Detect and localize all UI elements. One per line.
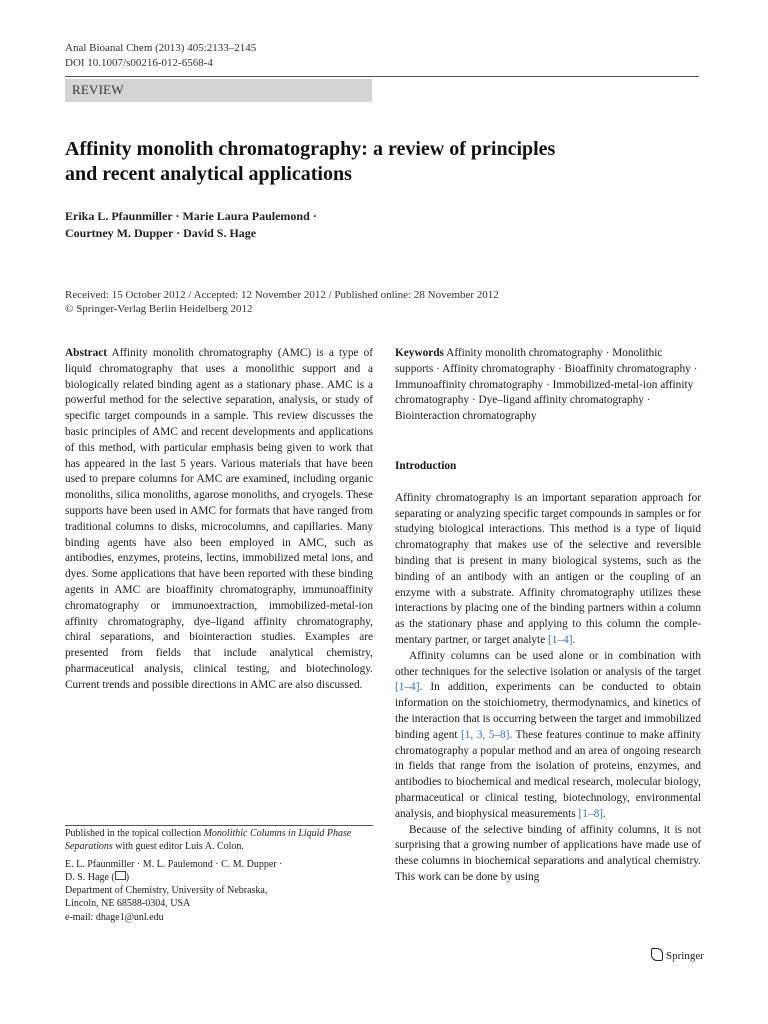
collection-title: Monolithic Columns in Liquid Phase Separations — [65, 828, 352, 853]
footnote-rule — [65, 825, 373, 826]
collection-prefix: Published in the topical collection — [65, 828, 204, 839]
intro-p1-text: Affinity chromatography is an important separation approach for separating or analyzing specific target compounds in samples or for studying biological interactions. This method is a type of liquid chromatography that makes use of the selective and reversible binding that is present in many biological systems, such as the binding of an antibody with an antigen or the coupling of an enzyme with a substrate. Affinity chromatography utilizes these interactions by placing one of the binding partners within a column as the stationary phase and applying to this column the complementary partner, or target analyte — [395, 491, 701, 646]
right-column — [395, 346, 701, 886]
section-label-band — [65, 79, 372, 102]
intro-p2-c: . These features continue to make affinity chromatography a popular method and an area of ongoing research in fields that range from the isolation of proteins, enzymes, and antibodies to biochemical and medical research, molecular biology, pharmaceutical or clinical testing, biotechnology, environmental analysis, and biophysical measurements — [395, 728, 701, 820]
footnote — [65, 827, 373, 924]
corresponding-close: ) — [125, 871, 130, 883]
corresponding-author: D. S. Hage ( — [65, 871, 115, 883]
keywords-text: Affinity monolith chromatography · Monolithic supports · Affinity chromatography · Bioaffinity chromatography · Immunoaffinity chromatography · Immobilized-metal-ion affinity chromatography · Dye–ligand affinity chromatography · Biointeraction chromatography — [395, 347, 698, 423]
citation-link[interactable]: [1–4] — [548, 633, 573, 646]
citation-link[interactable]: [1, 3, 5–8] — [461, 728, 510, 741]
intro-p2-a: Affinity columns can be used alone or in combination with other techniques for the selective isolation or analysis of the target — [395, 649, 701, 678]
publication-dates — [65, 288, 699, 316]
intro-p2-d: . — [603, 807, 606, 820]
publisher-name: Springer — [666, 950, 704, 962]
collection-suffix: with guest editor Luis A. Colon. — [112, 841, 244, 853]
section-label: REVIEW — [72, 82, 124, 97]
journal-header — [65, 41, 256, 71]
doi-line: DOI 10.1007/s00216-012-6568-4 — [65, 57, 213, 69]
intro-paragraph-3: Because of the selective binding of affinity columns, it is not surprising that a growing number of applications have made use of these columns in biochemical separations and analytical chemistry. This work can be done by using — [395, 823, 701, 883]
intro-p1-end: . — [572, 633, 576, 646]
author-list — [65, 208, 465, 242]
title-line-1: Affinity monolith chromatography: a review of principles — [65, 138, 556, 160]
journal-citation: Anal Bioanal Chem (2013) 405:2133–2145 — [65, 42, 257, 54]
affiliation-line-2: Lincoln, NE 68588-0304, USA — [65, 898, 191, 910]
authors-line-2: Courtney M. Dupper · David S. Hage — [65, 226, 257, 240]
springer-logo-icon — [651, 948, 663, 961]
citation-link[interactable]: [1–8] — [578, 807, 604, 820]
header-rule — [65, 76, 699, 77]
intro-p2-b: . In addition, experiments can be conducted to obtain information on the stoichiometry, thermodynamics, and kinetics of the interaction that is occurring between the target and immobilized binding agent — [395, 681, 701, 741]
envelope-icon — [115, 871, 126, 880]
affiliation-line-1: Department of Chemistry, University of Nebraska, — [65, 885, 268, 897]
footnote-authors-2 — [65, 871, 373, 884]
keywords-paragraph — [395, 346, 701, 425]
footnote-authors-1: E. L. Pfaunmiller · M. L. Paulemond · C. M. Dupper · — [65, 858, 283, 870]
authors-line-1: Erika L. Pfaunmiller · Marie Laura Paulemond · — [65, 209, 317, 223]
title-line-2: and recent analytical applications — [65, 163, 352, 185]
email-line[interactable]: e-mail: dhage1@unl.edu — [65, 911, 164, 923]
article-title — [65, 137, 685, 187]
abstract-label: Abstract — [65, 347, 108, 359]
copyright-line: © Springer-Verlag Berlin Heidelberg 2012 — [65, 303, 253, 315]
intro-paragraph-1 — [395, 491, 701, 649]
citation-link[interactable]: [1–4] — [395, 681, 420, 694]
introduction-heading: Introduction — [395, 459, 457, 472]
intro-paragraph-2 — [395, 649, 701, 823]
keywords-label: Keywords — [395, 347, 444, 359]
received-accepted-line: Received: 15 October 2012 / Accepted: 12 November 2012 / Published online: 28 November 2012 — [65, 289, 499, 301]
publisher-footer — [651, 948, 704, 962]
topical-collection-note — [65, 827, 373, 854]
abstract-paragraph — [65, 346, 373, 694]
abstract-text: Affinity monolith chromatography (AMC) is a type of liquid chromatography that uses a monolithic support and a biologically related binding agent as a stationary phase. AMC is a powerful method for the selective separation, analysis, or study of specific target compounds in a sample. This review discusses the basic principles of AMC and recent developments and applications of this method, with particular emphasis being given to work that has appeared in the last 5 years. Various materials that have been used to prepare columns for AMC are examined, including organic monoliths, silica monoliths, agarose monoliths, and cryogels. These supports have been used in AMC for formats that have ranged from traditional columns to disks, microcolumns, and capillaries. Many binding agents have also been employed in AMC, such as antibodies, enzymes, proteins, lectins, immobilized metal ions, and dyes. Some applications that have been reported with these binding agents in AMC are bioaffinity chromatography, immunoaffinity chromatography or immunoextraction, immobilized-metal-ion affinity chromatography, dye–ligand affinity chromatography, chiral separations, and biointeraction studies. Examples are presented from fields that include analytical chemistry, pharmaceutical analysis, clinical testing, and biotechnology. Current trends and possible directions in AMC are also discussed. — [65, 347, 374, 691]
abstract-column — [65, 346, 373, 694]
